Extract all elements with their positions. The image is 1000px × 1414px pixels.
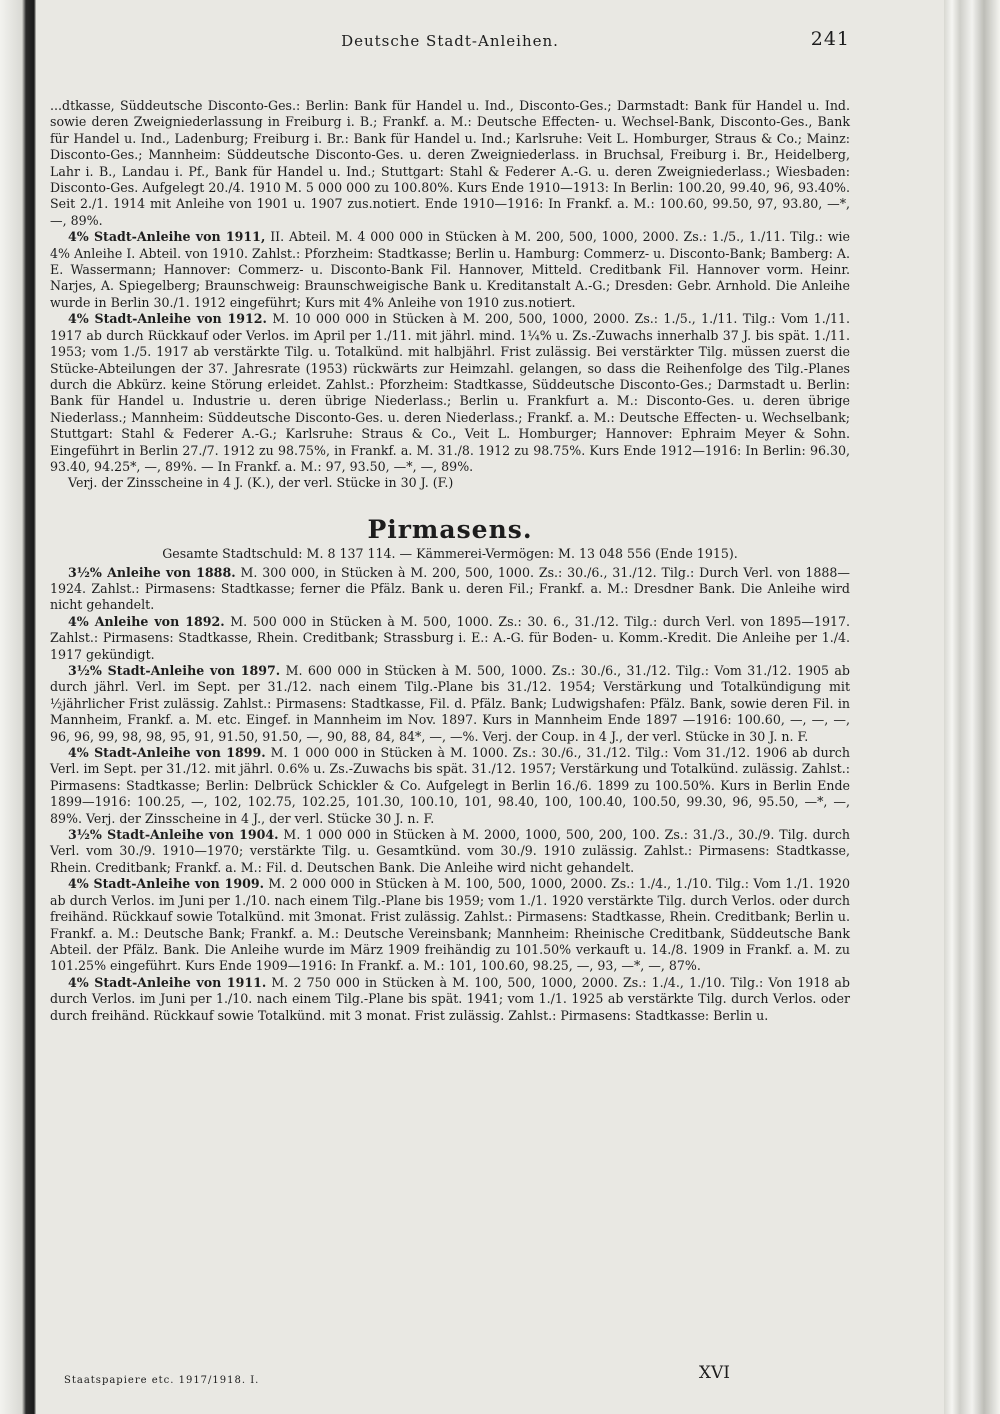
continuation-paragraph: ...dtkasse, Süddeutsche Disconto-Ges.: Berlin: Bank für Handel u. Ind., Disconto-Ges.; Darmstadt: Bank für Handel u. Ind. sowie deren Zweigniederlassung in Freiburg i. B.; Frankf. a. M.: Deutsche Effecten- u. Wechsel-Bank, Disconto-Ges., Bank für Handel u. Ind., Ladenburg; Freiburg i. Br.: Bank für Handel u. Ind.; Karlsruhe: Veit L. Homburger, Straus & Co.; Mainz: Disconto-Ges.; Mannheim: Süddeutsche Disconto-Ges. u. deren Zweigniederlass. in Bruchsal, Freiburg i. Br., Heidelberg, Lahr i. B., Landau i. Pf., Bank für Handel u. Ind.; Stuttgart: Stahl & Federer A.-G. u. deren Zweigniederlass.; Wiesbaden: Disconto-Ges. Aufgelegt 20./4. 1910 M. 5 000 000 zu 100.80%. Kurs Ende 1910—1913: In Berlin: 100.20, 99.40, 96, 93.40%. Seit 2./1. 1914 mit Anleihe von 1901 u. 1907 zus.notiert. Ende 1910—1916: In Frankf. a. M.: 100.60, 99.50, 97, 93.80, —*, —, 89%. — [50, 98, 850, 228]
bond-text: M. 10 000 000 in Stücken à M. 200, 500, 1000, 2000. Zs.: 1./5., 1./11. Tilg.: Vom 1./11. 1917 ab durch Rückkauf oder Verlos. im April per 1./11. mit jährl. mind. 1¼% u. Zs.-Zuwachs innerhalb 37 J. bis spät. 1./11. 1953; vom 1./5. 1917 ab verstärkte Tilg. u. Totalkünd. mit halbjährl. Frist zulässig. Bei verstärkter Tilg. müssen zuerst die Stücke-Abteilungen der 37. Jahresrate (1953) rückwärts zur Heimzahl. gelangen, so dass die Reihenfolge des Tilg.-Planes durch die Abkürz. keine Störung erleidet. Zahlst.: Pforzheim: Stadtkasse, Süddeutsche Disconto-Ges.; Darmstadt u. Berlin: Bank für Handel u. Industrie u. deren übrige Niederlass.; Berlin u. Frankfurt a. M.: Disconto-Ges. u. deren übrige Niederlass.; Mannheim: Süddeutsche Disconto-Ges. u. deren Niederlass.; Frankf. a. M.: Deutsche Effecten- u. Wechselbank; Stuttgart: Stahl & Federer A.-G.; Karlsruhe: Straus & Co., Veit L. Homburger; Hannover: Ephraim Meyer & Sohn. Eingeführt in Berlin 27./7. 1912 zu 98.75%, in Frankf. a. M. 31./8. 1912 zu 98.75%. Kurs Ende 1912—1916: In Berlin: 96.30, 93.40, 94.25*, —, 89%. — In Frankf. a. M.: 97, 93.50, —*, —, 89%. — [50, 311, 851, 474]
bond-entry — [50, 876, 850, 974]
bond-entry — [50, 663, 850, 745]
bond-heading: 4% Stadt-Anleihe von 1911, — [68, 229, 266, 245]
book-edge-right — [944, 0, 1000, 1414]
section-total: Gesamte Stadtschuld: M. 8 137 114. — Kämmerei-Vermögen: M. 13 048 556 (Ende 1915). — [162, 546, 738, 562]
section-title: Pirmasens. — [367, 514, 533, 544]
bond-heading: 4% Anleihe von 1892. — [68, 613, 225, 629]
bond-text: M. 300 000, in Stücken à M. 200, 500, 1000. Zs.: 30./6., 31./12. Tilg.: Durch Verl. von 1888—1924. Zahlst.: Pirmasens: Stadtkasse; ferner die Pfälz. Bank u. deren Fil.; Frankf. a. M.: Dresdner Bank. Die Anleihe wird nicht gehandelt. — [50, 564, 850, 613]
page-number: 241 — [810, 28, 850, 50]
bond-entry — [50, 229, 850, 311]
bond-entry — [50, 827, 850, 876]
body-text — [50, 98, 850, 1024]
bond-text: M. 1 000 000 in Stücken à M. 2000, 1000, 500, 200, 100. Zs.: 31./3., 30./9. Tilg. durch Verl. vom 30./9. 1910—1970; verstärkte Tilg. u. Gesamtkünd. vom 30./9. 1910 zulässig. Zahlst.: Pirmasens: Stadtkasse, Rhein. Creditbank; Frankf. a. M.: Fil. d. Deutschen Bank. Die Anleihe wird nicht gehandelt. — [50, 827, 850, 875]
bond-text: M. 1 000 000 in Stücken à M. 1000. Zs.: 30./6., 31./12. Tilg.: Vom 31./12. 1906 ab durch Verl. im Sept. per 31./12. mit jährl. 0.6% u. Zs.-Zuwachs bis spät. 31./12. 1957; Verstärkung und Totalkünd. zulässig. Zahlst.: Pirmasens: Stadtkasse; Berlin: Delbrück Schickler & Co. Aufgelegt in Berlin 16./6. 1899 zu 100.50%. Kurs in Berlin Ende 1899—1916: 100.25, —, 102, 102.75, 102.25, 101.30, 100.10, 101, 98.40, 100, 100.40, 100.50, 99.30, 96, 95.50, —*, —, 89%. Verj. der Zinsscheine in 4 J., der verl. Stücke 30 J. n. F. — [50, 745, 850, 826]
bond-heading: 4% Stadt-Anleihe von 1909. — [68, 876, 264, 892]
bond-entry — [50, 975, 850, 1024]
page-header — [50, 28, 850, 58]
bond-entry — [50, 614, 850, 663]
bond-heading: 3½% Anleihe von 1888. — [68, 564, 236, 580]
footer-note: Staatspapiere etc. 1917/1918. I. — [64, 1375, 260, 1386]
bond-text: M. 500 000 in Stücken à M. 500, 1000. Zs.: 30. 6., 31./12. Tilg.: durch Verl. von 1895—1917. Zahlst.: Pirmasens: Stadtkasse, Rhein. Creditbank; Strassburg i. E.: A.-G. für Boden- u. Komm.-Kredit. Die Anleihe per 1./4. 1917 gekündigt. — [50, 613, 851, 662]
signature-mark: XVI — [698, 1363, 730, 1383]
bond-text: M. 2 000 000 in Stücken à M. 100, 500, 1000, 2000. Zs.: 1./4., 1./10. Tilg.: Vom 1./1. 1920 ab durch Verlos. im Juni per 1./10. nach einem Tilg.-Plane bis 1959; vom 1./1. 1920 verstärkte Tilg. durch Verlos. oder durch freihänd. Rückkauf sowie Totalkünd. mit 3monat. Frist zulässig. Zahlst.: Pirmasens: Stadtkasse, Rhein. Creditbank; Berlin u. Frankf. a. M.: Deutsche Bank; Frankf. a. M.: Deutsche Vereinsbank; Mannheim: Rheinische Creditbank, Süddeutsche Bank Abteil. der Pfälz. Bank. Die Anleihe wurde im März 1909 freihändig zu 101.50% verkauft u. 14./8. 1909 in Frankf. a. M. zu 101.25% eingeführt. Kurs Ende 1909—1916: In Frankf. a. M.: 101, 100.60, 98.25, —, 93, —*, —, 87%. — [50, 876, 850, 974]
bond-text: M. 2 750 000 in Stücken à M. 100, 500, 1000, 2000. Zs.: 1./4., 1./10. Tilg.: Von 1918 ab durch Verlos. im Juni per 1./10. nach einem Tilg.-Plane bis spät. 1941; vom 1./1. 1925 ab verstärkte Tilg. durch Verlos. oder durch freihänd. Rückkauf sowie Totalkünd. mit 3 monat. Frist zulässig. Zahlst.: Pirmasens: Stadtkasse: Berlin u. — [50, 974, 850, 1023]
bond-heading: 4% Stadt-Anleihe von 1899. — [68, 745, 266, 761]
bond-heading: 3½% Stadt-Anleihe von 1904. — [68, 827, 279, 843]
bond-text: II. Abteil. M. 4 000 000 in Stücken à M. 200, 500, 1000, 2000. Zs.: 1./5., 1./11. Tilg.: wie 4% Anleihe I. Abteil. von 1910. Zahlst.: Pforzheim: Stadtkasse; Berlin u. Hamburg: Commerz- u. Disconto-Bank; Bamberg: A. E. Wassermann; Hannover: Commerz- u. Disconto-Bank Fil. Hannover, Mitteld. Creditbank Fil. Hannover vorm. Heinr. Narjes, A. Spiegelberg; Braunschweig: Braunschweigische Bank u. Kreditanstalt A.-G.; Dresden: Gebr. Arnhold. Die Anleihe wurde in Berlin 30./1. 1912 eingeführt; Kurs mit 4% Anleihe von 1910 zus.notiert. — [50, 229, 850, 310]
bond-entry — [50, 311, 850, 475]
bond-heading: 3½% Stadt-Anleihe von 1897. — [68, 663, 281, 678]
bond-heading: 4% Stadt-Anleihe von 1911. — [68, 974, 267, 990]
bond-entry — [50, 565, 850, 614]
bond-text: M. 600 000 in Stücken à M. 500, 1000. Zs.: 30./6., 31./12. Tilg.: Vom 31./12. 1905 ab durch jährl. Verl. im Sept. per 31./12. nach einem Tilg.-Plane bis 31./12. 1954; Verstärkung und Totalkündigung mit ½jährlicher Frist zulässig. Zahlst.: Pirmasens: Stadtkasse, Fil. d. Pfälz. Bank; Ludwigshafen: Pfälz. Bank, sowie deren Fil. in Mannheim, Frankf. a. M. etc. Eingef. in Mannheim im Nov. 1897. Kurs in Mannheim Ende 1897 —1916: 100.60, —, —, —, 96, 96, 99, 98, 98, 95, 91, 91.50, 91.50, —, 90, 88, 84, 84*, —, —%. Verj. der Coup. in 4 J., der verl. Stücke in 30 J. n. F. — [50, 663, 850, 744]
bond-heading: 4% Stadt-Anleihe von 1912. — [68, 311, 267, 327]
document-page — [50, 28, 850, 1398]
bond-entry — [50, 745, 850, 827]
running-title: Deutsche Stadt-Anleihen. — [341, 32, 559, 50]
verjaehrung-note: Verj. der Zinsscheine in 4 J. (K.), der verl. Stücke in 30 J. (F.) — [68, 475, 454, 491]
book-gutter-left — [0, 0, 36, 1414]
page-footer — [50, 1363, 850, 1393]
